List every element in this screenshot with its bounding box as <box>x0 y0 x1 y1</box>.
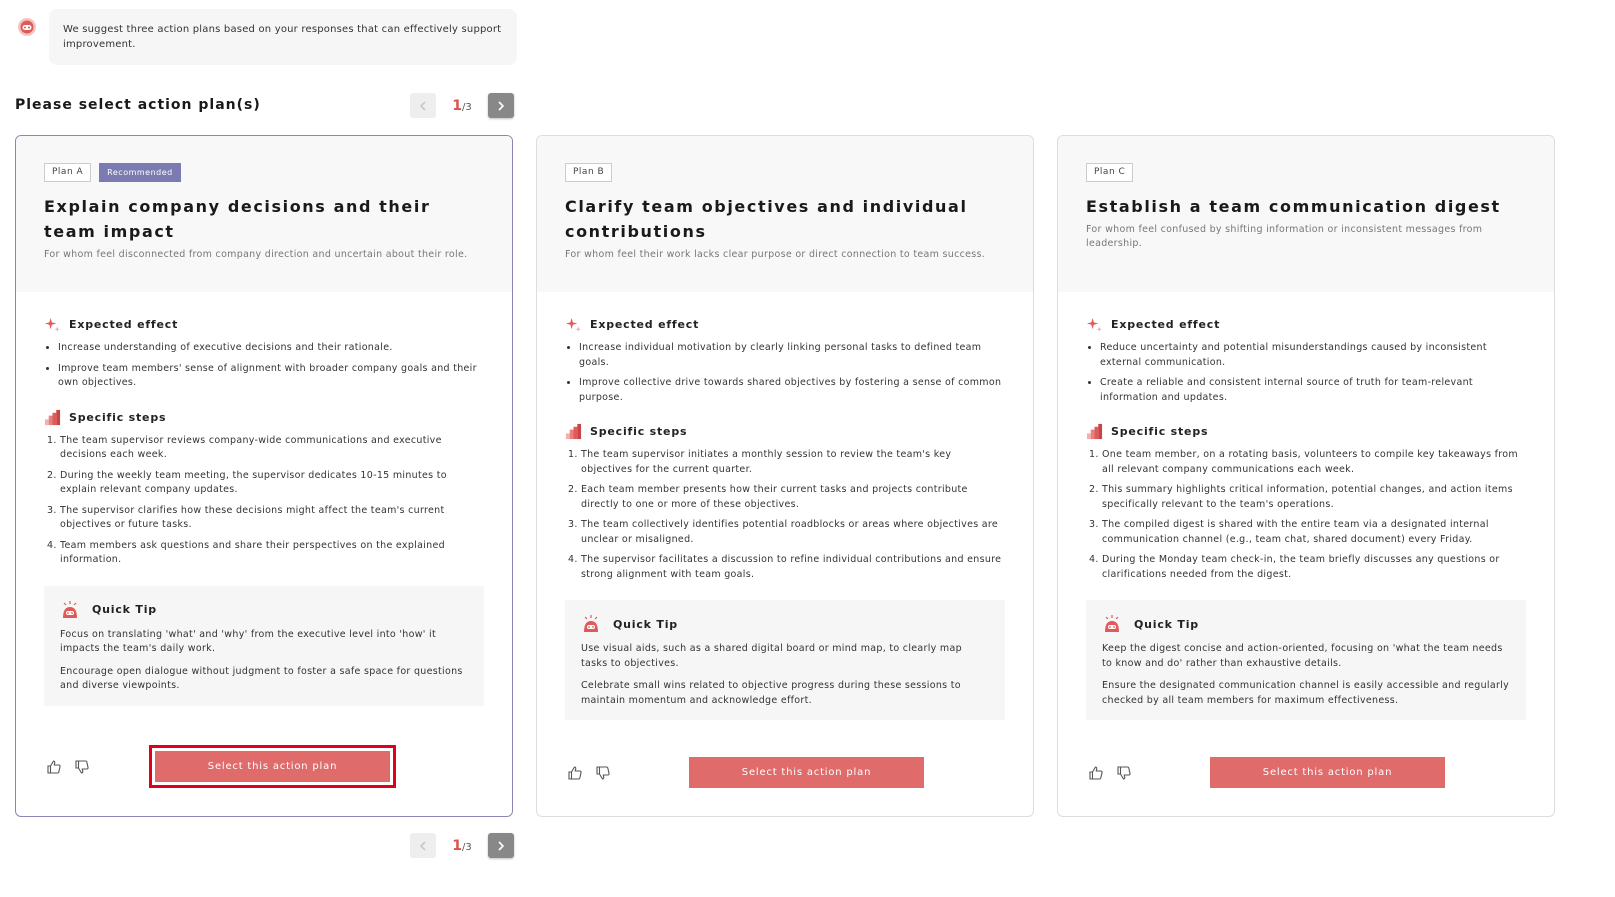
prev-page-button[interactable] <box>410 833 436 858</box>
plan-body <box>1058 316 1554 720</box>
tip-text: Keep the digest concise and action-oriented, focusing on 'what the team needs to know and do' rather than exhaustive details. <box>1102 643 1503 669</box>
tip-text: Ensure the designated communication channel is easily accessible and regularly checked by all team members for maximum effectiveness. <box>1102 680 1510 706</box>
selection-title: Please select action plan(s) <box>15 97 261 113</box>
select-button-wrapper <box>1210 757 1445 788</box>
specific-steps-header <box>565 423 1005 440</box>
step-item: 2. During the weekly team meeting, the supervisor dedicates 10-15 minutes to explain relevant company updates. <box>60 469 484 498</box>
plan-badges <box>565 163 1005 182</box>
plan-tag: Plan B <box>565 163 612 182</box>
steps-list <box>1086 448 1526 582</box>
chevron-left-icon <box>417 840 429 852</box>
plan-body <box>537 316 1033 720</box>
quick-tip-header <box>1102 614 1510 634</box>
specific-steps-header <box>44 409 484 426</box>
plan-footer <box>46 745 396 788</box>
chat-message: We suggest three action plans based on your responses that can effectively support improvement. <box>49 9 517 65</box>
quick-tip-header <box>60 600 468 620</box>
tip-text: Encourage open dialogue without judgment to foster a safe space for questions and diverse viewpoints. <box>60 665 463 691</box>
step-item: 1. The team supervisor reviews company-wide communications and executive decisions each week. <box>60 434 484 463</box>
quick-tip-box <box>565 600 1005 720</box>
plan-header <box>537 136 1033 292</box>
thumbs-up-icon[interactable] <box>1088 765 1104 781</box>
effect-item: • Increase understanding of executive decisions and their rationale. <box>58 341 484 356</box>
select-plan-button[interactable]: Select this action plan <box>689 757 924 788</box>
thumbs-up-icon[interactable] <box>46 759 62 775</box>
quick-tip-box <box>44 586 484 706</box>
plan-header <box>16 136 512 292</box>
thumbs-down-icon[interactable] <box>1116 765 1132 781</box>
sparkle-icon <box>44 316 61 333</box>
select-plan-button[interactable]: Select this action plan <box>155 751 390 782</box>
page-indicator <box>436 838 488 854</box>
prev-page-button[interactable] <box>410 93 436 118</box>
chevron-left-icon <box>417 100 429 112</box>
plan-footer <box>1088 757 1445 788</box>
plan-card[interactable] <box>536 135 1034 817</box>
expected-effect-header <box>565 316 1005 333</box>
quick-tip-box <box>1086 600 1526 720</box>
plan-tag: Plan C <box>1086 163 1133 182</box>
effect-item: • Improve team members' sense of alignment with broader company goals and their own objectives. <box>58 362 484 391</box>
quick-tip-header <box>581 614 989 634</box>
specific-steps-header <box>1086 423 1526 440</box>
sparkle-icon <box>565 316 582 333</box>
plan-badges <box>1086 163 1526 182</box>
section-title: Expected effect <box>1111 318 1221 331</box>
steps-list <box>44 434 484 568</box>
effects-list <box>44 341 484 391</box>
stairs-chart-icon <box>44 409 61 426</box>
current-page: 1 <box>452 837 462 854</box>
plan-footer <box>567 757 924 788</box>
quick-tip-title: Quick Tip <box>92 603 157 616</box>
thumbs-down-icon[interactable] <box>74 759 90 775</box>
expected-effect-header <box>44 316 484 333</box>
total-pages: /3 <box>462 101 472 113</box>
pagination-bottom <box>410 833 514 858</box>
bot-avatar-icon <box>17 17 37 37</box>
total-pages: /3 <box>462 841 472 853</box>
select-button-wrapper <box>149 745 396 788</box>
plan-card[interactable] <box>1057 135 1555 817</box>
tip-text: Celebrate small wins related to objective progress during these sessions to maintain momentum and acknowledge effort. <box>581 680 961 706</box>
effect-item: • Improve collective drive towards shared objectives by fostering a sense of common purpose. <box>579 376 1005 405</box>
pagination-top <box>410 93 514 118</box>
effect-item: • Reduce uncertainty and potential misunderstandings caused by inconsistent external communication. <box>1100 341 1526 370</box>
section-title: Expected effect <box>69 318 179 331</box>
thumbs-up-icon[interactable] <box>567 765 583 781</box>
step-item: 1. The team supervisor initiates a monthly session to review the team's key objectives for the current quarter. <box>581 448 1005 477</box>
expected-effect-header <box>1086 316 1526 333</box>
next-page-button[interactable] <box>488 833 514 858</box>
select-plan-button[interactable]: Select this action plan <box>1210 757 1445 788</box>
next-page-button[interactable] <box>488 93 514 118</box>
select-button-wrapper <box>689 757 924 788</box>
section-title: Specific steps <box>1111 425 1209 438</box>
plan-tag: Plan A <box>44 163 91 182</box>
chevron-right-icon <box>495 100 507 112</box>
effects-list <box>565 341 1005 405</box>
section-title: Expected effect <box>590 318 700 331</box>
step-item: 2. This summary highlights critical information, potential changes, and action items specifically relevant to the team's operations. <box>1102 483 1526 512</box>
step-item: 4. The supervisor facilitates a discussion to refine individual contributions and ensure strong alignment with team goals. <box>581 553 1005 582</box>
plan-card[interactable] <box>15 135 513 817</box>
plan-subtitle: For whom feel confused by shifting information or inconsistent messages from leadership. <box>1086 224 1483 249</box>
step-item: 4. Team members ask questions and share their perspectives on the explained information. <box>60 539 484 568</box>
stairs-chart-icon <box>565 423 582 440</box>
section-title: Specific steps <box>69 410 167 424</box>
step-item: 3. The compiled digest is shared with the entire team via a designated internal communication channel (e.g., team chat, shared document) every Friday. <box>1102 518 1526 547</box>
effect-item: • Create a reliable and consistent internal source of truth for team-relevant information and updates. <box>1100 376 1526 405</box>
page-indicator <box>436 98 488 114</box>
tip-text: Use visual aids, such as a shared digital board or mind map, to clearly map tasks to objectives. <box>581 643 962 669</box>
plan-badges <box>44 163 484 182</box>
stairs-chart-icon <box>1086 423 1103 440</box>
steps-list <box>565 448 1005 582</box>
thumbs-down-icon[interactable] <box>595 765 611 781</box>
effect-item: • Increase individual motivation by clearly linking personal tasks to defined team goals. <box>579 341 1005 370</box>
quick-tip-title: Quick Tip <box>613 617 678 631</box>
tip-bot-icon <box>581 614 601 634</box>
plan-title: Establish a team communication digest <box>1086 197 1501 216</box>
current-page: 1 <box>452 97 462 114</box>
step-item: 3. The team collectively identifies potential roadblocks or areas where objectives are unclear or misaligned. <box>581 518 1005 547</box>
step-item: 3. The supervisor clarifies how these decisions might affect the team's current objectives or future tasks. <box>60 504 484 533</box>
plan-title: Clarify team objectives and individual contributions <box>565 197 968 241</box>
plan-subtitle: For whom feel their work lacks clear purpose or direct connection to team success. <box>565 249 986 260</box>
step-item: 1. One team member, on a rotating basis, volunteers to compile key takeaways from all relevant company communications each week. <box>1102 448 1526 477</box>
plan-subtitle: For whom feel disconnected from company direction and uncertain about their role. <box>44 249 468 260</box>
quick-tip-title: Quick Tip <box>1134 617 1199 631</box>
step-item: 4. During the Monday team check-in, the team briefly discusses any questions or clarifications needed from the digest. <box>1102 553 1526 582</box>
effects-list <box>1086 341 1526 405</box>
recommended-badge: Recommended <box>99 163 181 182</box>
step-item: 2. Each team member presents how their current tasks and projects contribute directly to one or more of these objectives. <box>581 483 1005 512</box>
plan-title: Explain company decisions and their team impact <box>44 197 431 241</box>
plan-header <box>1058 136 1554 292</box>
tip-bot-icon <box>60 600 80 620</box>
sparkle-icon <box>1086 316 1103 333</box>
chevron-right-icon <box>495 840 507 852</box>
tip-text: Focus on translating 'what' and 'why' from the executive level into 'how' it impacts the team's daily work. <box>60 628 436 654</box>
tip-bot-icon <box>1102 614 1122 634</box>
section-title: Specific steps <box>590 425 688 438</box>
plan-body <box>16 316 512 706</box>
